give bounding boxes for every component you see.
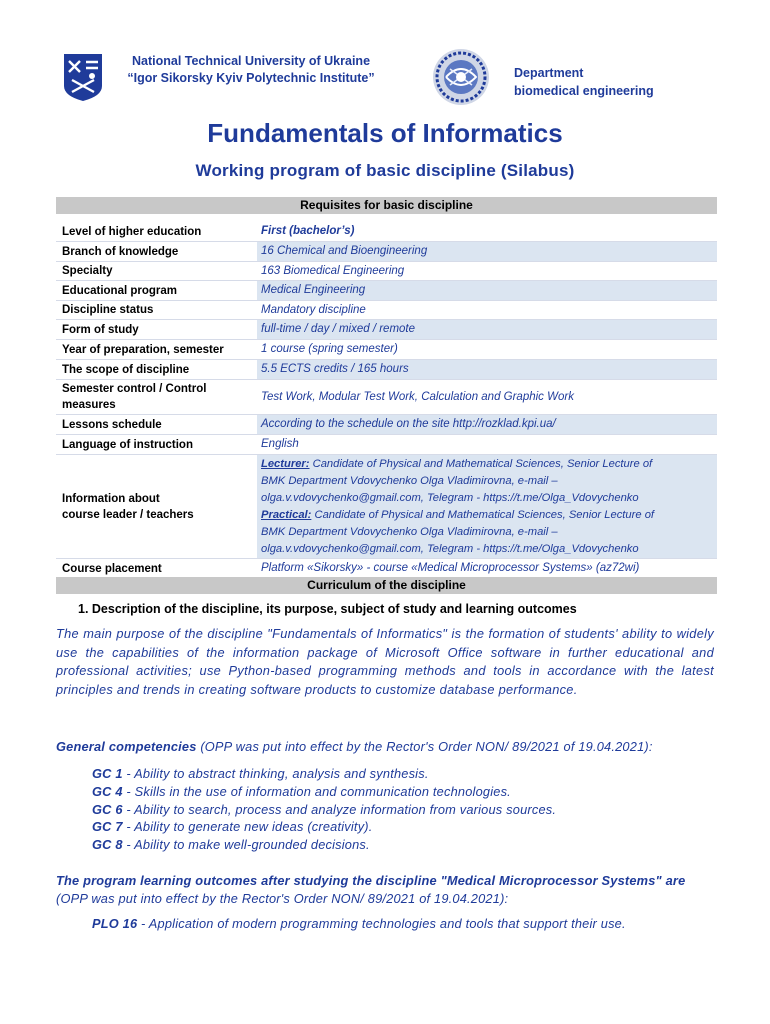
learning-outcomes-heading — [56, 872, 716, 908]
lecturer-label: Lecturer: — [261, 457, 310, 470]
department-name-line2: biomedical engineering — [514, 84, 654, 98]
plo-text: - Application of modern programming technologies and tools that support their use. — [137, 916, 626, 931]
table-row — [56, 360, 717, 380]
table-row — [56, 340, 717, 360]
row-key: Course placement — [62, 562, 162, 575]
department-name-line1: Department — [514, 66, 584, 80]
row-key: The scope of discipline — [62, 363, 190, 376]
requisites-table — [56, 222, 717, 579]
table-row — [56, 435, 717, 455]
table-row — [56, 262, 717, 281]
document-title: Fundamentals of Informatics — [207, 118, 563, 148]
gc-code: GC 1 — [92, 766, 123, 781]
learning-outcome-item — [92, 916, 626, 931]
university-name-line2: “Igor Sikorsky Kyiv Polytechnic Institute” — [127, 71, 375, 85]
general-competencies-heading — [56, 739, 653, 754]
requisites-heading: Requisites for basic discipline — [56, 197, 717, 214]
gc-text: - Skills in the use of information and communication technologies. — [122, 783, 511, 799]
table-row — [56, 559, 717, 579]
row-value: 16 Chemical and Bioengineering — [257, 242, 717, 261]
table-row — [56, 222, 717, 242]
gc-code: GC 4 — [92, 783, 123, 799]
gc-order-text: (OPP was put into effect by the Rector's Order NON/ 89/2021 of 19.04.2021): — [196, 739, 653, 754]
university-name-line1: National Technical University of Ukraine — [131, 54, 371, 68]
row-key: Educational program — [62, 284, 178, 297]
row-key: Form of study — [62, 323, 139, 336]
list-item — [92, 801, 556, 819]
purpose-paragraph: The main purpose of the discipline "Fundamentals of Informatics" is the formation of students' ability to widely use the capabilities of the information package of Microsoft Office software in further educational and professional activities; use Python-based programming methods and tools in accordance with the latest principles and trends in creating software products to customize database performance. — [56, 626, 714, 697]
row-value: Test Work, Modular Test Work, Calculation and Graphic Work — [261, 390, 574, 403]
gc-text: - Ability to search, process and analyze information from various sources. — [122, 801, 557, 817]
row-key: Specialty — [62, 265, 113, 277]
department-name — [514, 64, 654, 100]
lecturer-contacts: olga.v.vdovychenko@gmail.com, Telegram - https://t.me/Olga_Vdovychenko — [261, 491, 639, 504]
university-name — [116, 53, 386, 87]
lecturer-line1 — [261, 456, 652, 473]
plo-order-text: (OPP was put into effect by the Rector's Order NON/ 89/2021 of 19.04.2021): — [56, 891, 509, 906]
table-row — [56, 301, 717, 320]
table-row — [56, 281, 717, 301]
plo-code: PLO 16 — [92, 916, 138, 931]
gc-code: GC 6 — [92, 801, 123, 817]
teachers-value — [257, 455, 717, 558]
gc-text: - Ability to make well-grounded decisions. — [122, 837, 370, 853]
competencies-list — [92, 765, 556, 854]
row-value: 1 course (spring semester) — [261, 343, 398, 355]
university-emblem-icon — [62, 52, 104, 102]
row-value: 163 Biomedical Engineering — [261, 264, 405, 277]
department-logo-icon — [428, 47, 494, 107]
gc-label: General competencies — [56, 739, 197, 754]
row-key: Discipline status — [62, 304, 154, 316]
row-value: English — [261, 438, 299, 450]
gc-code: GC 8 — [92, 837, 123, 853]
teachers-key-line2: course leader / teachers — [62, 508, 194, 521]
practical-line2: BMK Department Vdovychenko Olga Vladimirovna, e-mail – — [261, 525, 558, 538]
row-key: Level of higher education — [62, 225, 202, 238]
table-row — [56, 415, 717, 435]
table-row — [56, 380, 717, 415]
teachers-row — [56, 455, 717, 559]
document-subtitle: Working program of basic discipline (Silabus) — [195, 161, 575, 180]
row-key: Lessons schedule — [62, 418, 162, 431]
plo-heading-bold: The program learning outcomes after studying the discipline "Medical Microprocessor Systems" are — [56, 873, 686, 888]
table-row — [56, 320, 717, 340]
practical-line1 — [261, 507, 654, 524]
gc-text: - Ability to abstract thinking, analysis and synthesis. — [122, 766, 429, 781]
list-item — [92, 818, 556, 836]
row-value: Mandatory discipline — [261, 303, 366, 316]
row-value: Platform «Sikorsky» - course «Medical Microprocessor Systems» (az72wi) — [261, 562, 640, 574]
row-key: Language of instruction — [62, 438, 193, 451]
row-value: Medical Engineering — [257, 281, 717, 300]
row-value: full-time / day / mixed / remote — [257, 320, 717, 339]
lecturer-desc: Candidate of Physical and Mathematical Sciences, Senior Lecture of — [309, 457, 653, 470]
row-value: First (bachelor’s) — [261, 225, 355, 237]
list-item — [92, 836, 556, 854]
practical-contacts: olga.v.vdovychenko@gmail.com, Telegram - https://t.me/Olga_Vdovychenko — [261, 542, 639, 555]
table-row — [56, 242, 717, 262]
section-heading: 1. Description of the discipline, its purpose, subject of study and learning outcomes — [78, 602, 577, 616]
teachers-key — [56, 455, 257, 558]
row-value: According to the schedule on the site http://rozklad.kpi.ua/ — [257, 415, 717, 434]
gc-text: - Ability to generate new ideas (creativity). — [122, 819, 373, 835]
row-key: Year of preparation, semester — [62, 343, 224, 356]
row-key: Branch of knowledge — [62, 245, 179, 258]
list-item — [92, 783, 556, 801]
gc-code: GC 7 — [92, 819, 123, 835]
teachers-key-line1: Information about — [62, 492, 160, 505]
row-value: 5.5 ECTS credits / 165 hours — [257, 360, 717, 379]
list-item — [92, 765, 556, 783]
row-key: Semester control / Control measures — [62, 383, 207, 411]
curriculum-heading: Curriculum of the discipline — [56, 577, 717, 594]
practical-label: Practical: — [261, 508, 312, 521]
practical-desc: Candidate of Physical and Mathematical Sciences, Senior Lecture of — [311, 508, 655, 521]
lecturer-line2: BMK Department Vdovychenko Olga Vladimirovna, e-mail – — [261, 474, 558, 487]
